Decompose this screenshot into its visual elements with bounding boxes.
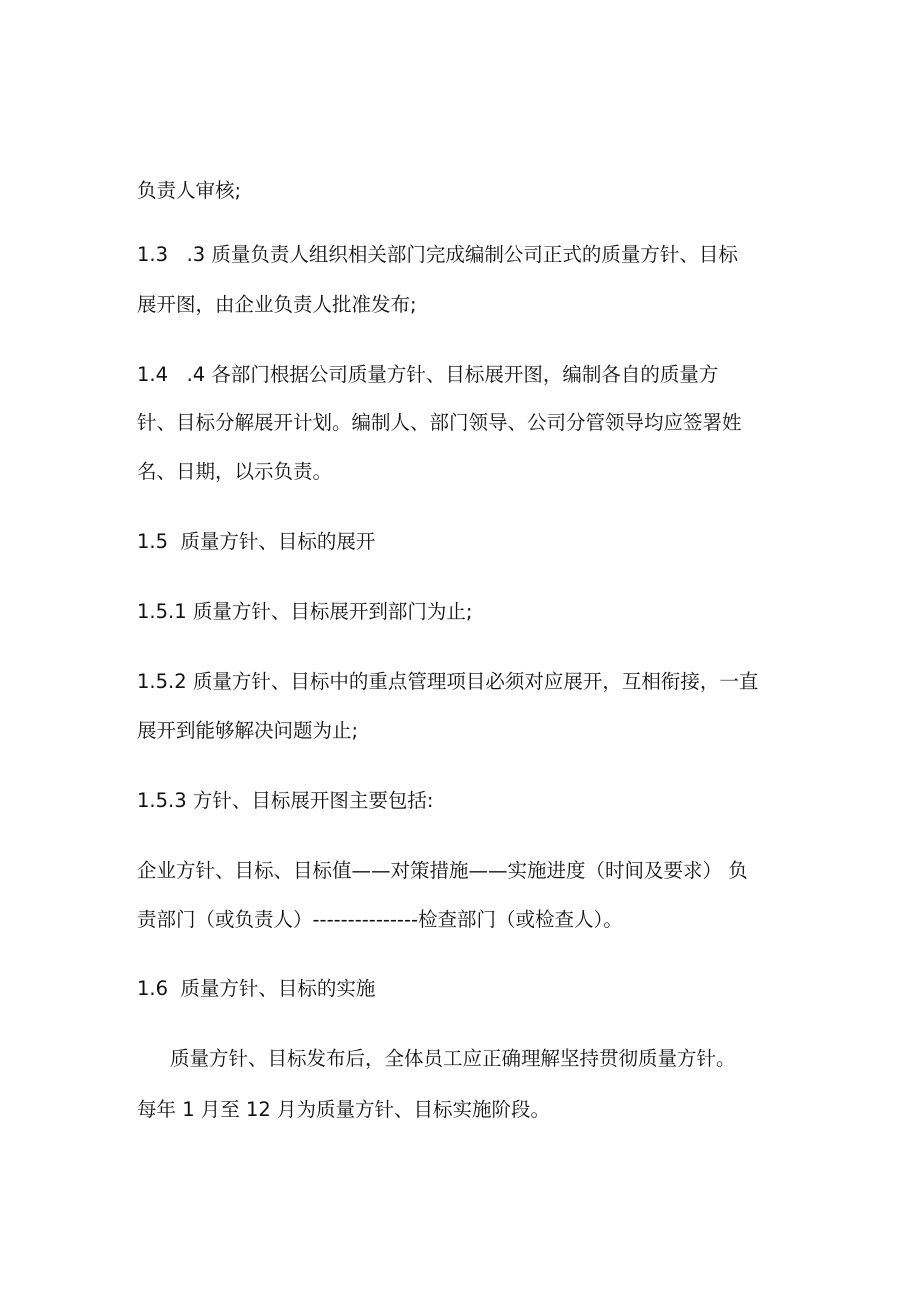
section-1-6-heading: 1.6 质量方针、目标的实施 (137, 977, 376, 1000)
expansion-content-line-1: 企业方针、目标、目标值——对策措施——实施进度（时间及要求） 负 (137, 859, 748, 882)
section-1-5-3: 1.5.3 方针、目标展开图主要包括: (137, 789, 434, 812)
implementation-period: 每年 1 月至 12 月为质量方针、目标实施阶段。 (137, 1098, 551, 1121)
section-1-4-line-3: 名、日期，以示负责。 (137, 460, 333, 483)
section-1-5-heading: 1.5 质量方针、目标的展开 (137, 530, 376, 553)
expansion-content-line-2: 责部门（或负责人）---------------检查部门（或检查人）。 (137, 908, 623, 931)
section-1-3-line-2: 展开图，由企业负责人批准发布; (137, 293, 417, 316)
section-1-5-2-line-1: 1.5.2 质量方针、目标中的重点管理项目必须对应展开，互相衔接，一直 (137, 670, 759, 693)
section-1-4-line-1: 1.4 .4 各部门根据公司质量方针、目标展开图，编制各自的质量方 (137, 363, 719, 386)
implementation-paragraph: 质量方针、目标发布后，全体员工应正确理解坚持贯彻质量方针。 (170, 1047, 736, 1070)
section-1-5-1: 1.5.1 质量方针、目标展开到部门为止; (137, 600, 473, 623)
section-1-3-line-1: 1.3 .3 质量负责人组织相关部门完成编制公司正式的质量方针、目标 (137, 243, 738, 266)
section-1-5-2-line-2: 展开到能够解决问题为止; (137, 719, 359, 742)
paragraph-line: 负责人审核; (137, 179, 242, 202)
section-1-4-line-2: 针、目标分解展开计划。编制人、部门领导、公司分管领导均应签署姓 (137, 411, 742, 434)
